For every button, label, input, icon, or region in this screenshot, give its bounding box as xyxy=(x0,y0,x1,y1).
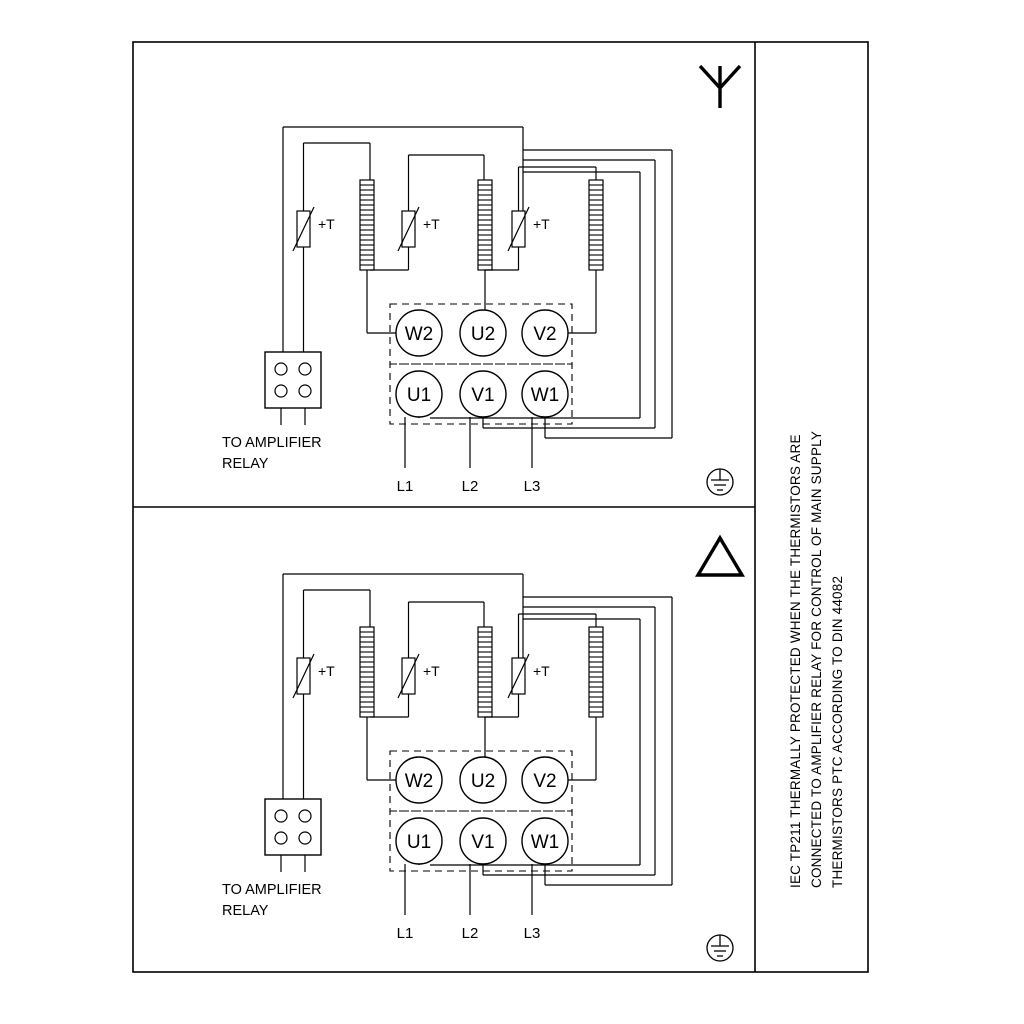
terminal-W2 xyxy=(396,757,442,803)
supply-label-L3: L3 xyxy=(523,925,541,942)
svg-text:W1: W1 xyxy=(530,832,560,853)
svg-text:W2: W2 xyxy=(404,771,434,792)
svg-text:V1: V1 xyxy=(471,385,495,406)
side-note-line2: CONNECTED TO AMPLIFIER RELAY FOR CONTROL OF MAIN SUPPLY xyxy=(809,430,824,888)
svg-text:W2: W2 xyxy=(404,324,434,345)
terminal-V2 xyxy=(522,757,568,803)
thermistor-ptc xyxy=(293,654,314,698)
terminal-box-leads xyxy=(281,408,305,425)
motor-winding-coil xyxy=(478,180,492,270)
earth-ground-symbol xyxy=(707,469,733,495)
motor-winding-coil xyxy=(589,180,603,270)
svg-text:W1: W1 xyxy=(530,385,560,406)
terminal-W1 xyxy=(522,818,568,864)
svg-text:U2: U2 xyxy=(470,324,496,345)
supply-label-L2: L2 xyxy=(461,925,479,942)
thermistor-label: +T xyxy=(318,663,335,679)
thermistor-ptc xyxy=(398,207,419,251)
panel-delta xyxy=(222,538,742,961)
amplifier-relay-text-line2: RELAY xyxy=(222,903,269,919)
panel-star xyxy=(222,66,740,495)
supply-line-wiring xyxy=(405,417,532,468)
terminal-V1 xyxy=(460,371,506,417)
thermistor-label: +T xyxy=(533,216,550,232)
supply-line-wiring xyxy=(405,864,532,915)
thermistor-ptc xyxy=(508,654,529,698)
side-note-line1: IEC TP211 THERMALLY PROTECTED WHEN THE THERMISTORS ARE xyxy=(788,434,803,888)
svg-text:U1: U1 xyxy=(406,832,432,853)
supply-label-L1: L1 xyxy=(396,478,414,495)
delta-triangle-symbol xyxy=(698,538,742,575)
motor-winding-coil xyxy=(360,627,374,717)
svg-text:U1: U1 xyxy=(406,385,432,406)
motor-winding-coil xyxy=(589,627,603,717)
amplifier-relay-text-line1: TO AMPLIFIER xyxy=(222,435,322,451)
svg-text:V2: V2 xyxy=(533,771,557,792)
terminal-U2 xyxy=(460,757,506,803)
svg-text:V1: V1 xyxy=(471,832,495,853)
side-note-line3: THERMISTORS PTC ACCORDING TO DIN 44082 xyxy=(830,575,845,888)
amplifier-relay-text-line1: TO AMPLIFIER xyxy=(222,882,322,898)
terminal-U2 xyxy=(460,310,506,356)
supply-label-L1: L1 xyxy=(396,925,414,942)
thermistor-ptc xyxy=(293,207,314,251)
terminal-W2 xyxy=(396,310,442,356)
thermistor-label: +T xyxy=(423,216,440,232)
amplifier-terminal-box xyxy=(265,352,321,408)
terminal-U1 xyxy=(396,818,442,864)
supply-label-L3: L3 xyxy=(523,478,541,495)
star-wye-symbol xyxy=(700,66,740,108)
motor-winding-coil xyxy=(360,180,374,270)
amplifier-relay-text-line2: RELAY xyxy=(222,456,269,472)
terminal-V1 xyxy=(460,818,506,864)
thermistor-label: +T xyxy=(423,663,440,679)
motor-winding-coil xyxy=(478,627,492,717)
terminal-U1 xyxy=(396,371,442,417)
terminal-V2 xyxy=(522,310,568,356)
svg-text:U2: U2 xyxy=(470,771,496,792)
thermistor-ptc xyxy=(398,654,419,698)
svg-text:V2: V2 xyxy=(533,324,557,345)
supply-label-L2: L2 xyxy=(461,478,479,495)
thermistor-label: +T xyxy=(318,216,335,232)
thermistor-label: +T xyxy=(533,663,550,679)
earth-ground-symbol xyxy=(707,935,733,961)
terminal-W1 xyxy=(522,371,568,417)
terminal-box-leads xyxy=(281,855,305,872)
thermistor-ptc xyxy=(508,207,529,251)
amplifier-terminal-box xyxy=(265,799,321,855)
